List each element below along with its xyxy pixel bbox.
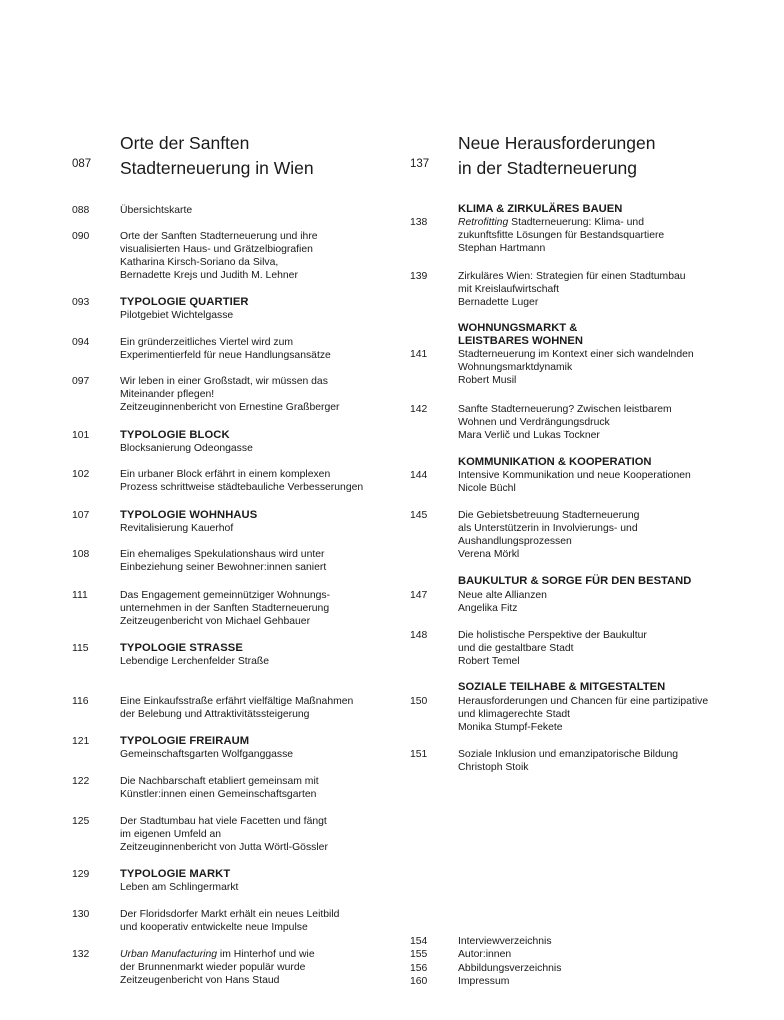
toc-entry-line: Bernadette Krejs und Judith M. Lehner: [120, 270, 298, 281]
toc-page-number: 102: [72, 469, 90, 480]
toc-page-number: 154: [410, 936, 428, 947]
toc-entry-text: [120, 589, 330, 628]
toc-entry-text: [458, 748, 678, 774]
toc-entry-line: Robert Temel: [458, 656, 520, 667]
toc-entry-line: Autor:innen: [458, 949, 512, 960]
toc-entry-text: [120, 296, 249, 322]
toc-section-title: SOZIALE TEILHABE & MITGESTALTEN: [458, 681, 666, 693]
toc-section-title: KOMMUNIKATION & KOOPERATION: [458, 456, 652, 468]
toc-entry-line: Aushandlungsprozessen: [458, 536, 572, 547]
toc-page-number: 156: [410, 963, 428, 974]
toc-entry-line: Die holistische Perspektive der Baukultur: [458, 630, 647, 641]
toc-section-title: KLIMA & ZIRKULÄRES BAUEN: [458, 203, 623, 215]
toc-page-number: 108: [72, 549, 90, 560]
toc-entry-text: [458, 629, 647, 668]
toc-page-number: 121: [72, 736, 90, 747]
toc-page-number: 125: [72, 816, 90, 827]
toc-entry-line: unternehmen in der Sanften Stadterneuerung: [120, 603, 330, 614]
toc-entry-line: Zirkuläres Wien: Strategien für einen Stadtumbau: [458, 271, 686, 282]
toc-entry-text: [120, 548, 326, 574]
toc-page-number: 094: [72, 337, 90, 348]
toc-entry-text: [120, 468, 363, 494]
toc-entry-line: Stadterneuerung im Kontext einer sich wandelnden: [458, 349, 694, 360]
toc-entry-line: Zeitzeuginnenbericht von Ernestine Graßberger: [120, 402, 340, 413]
toc-entry-text: [120, 642, 269, 668]
toc-entry-line: Orte der Sanften Stadterneuerung und ihre: [120, 231, 318, 242]
toc-entry-line: Übersichtskarte: [120, 205, 193, 216]
chapter-title: Neue Herausforderungen in der Stadterneuerung: [458, 133, 656, 178]
toc-entry-text: [120, 868, 238, 894]
toc-entry-line: Gemeinschaftsgarten Wolfganggasse: [120, 749, 294, 760]
toc-entry-text: [458, 962, 561, 975]
toc-entry-text: [120, 230, 318, 282]
toc-entry-text: [120, 775, 319, 801]
toc-page-number: 132: [72, 949, 90, 960]
toc-entry-line: Eine Einkaufsstraße erfährt vielfältige Maßnahmen: [120, 696, 354, 707]
toc-entry-line: Wohnungsmarktdynamik: [458, 362, 573, 373]
toc-entry-line: Zeitzeuginnenbericht von Jutta Wörtl-Gössler: [120, 842, 328, 853]
toc-entry-line: Experimentierfeld für neue Handlungsansätze: [120, 350, 331, 361]
toc-page-number: 129: [72, 869, 90, 880]
toc-entry-line: Monika Stumpf-Fekete: [458, 722, 563, 733]
toc-entry-text: [458, 948, 511, 961]
toc-entry-line: Angelika Fitz: [458, 603, 518, 614]
toc-page-number: 111: [72, 590, 88, 601]
toc-entry-line: und kooperativ entwickelte neue Impulse: [120, 922, 308, 933]
toc-entry-line: Zeitzeugenbericht von Hans Staud: [120, 975, 280, 986]
toc-entry-line: Christoph Stoik: [458, 762, 529, 773]
toc-entry-line: Mara Verlič und Lukas Tockner: [458, 430, 600, 441]
toc-section-title: BAUKULTUR & SORGE FÜR DEN BESTAND: [458, 575, 692, 587]
toc-page-number: 150: [410, 696, 428, 707]
toc-entry-line: Nicole Büchl: [458, 483, 516, 494]
chapter-title: Orte der Sanften Stadterneuerung in Wien: [120, 133, 314, 178]
toc-page-number: 093: [72, 297, 90, 308]
toc-entry-line: zukunftsfitte Lösungen für Bestandsquartiere: [458, 230, 665, 241]
toc-entry-line: Urban Manufacturing im Hinterhof und wie: [120, 949, 315, 960]
toc-entry-text: [120, 908, 339, 934]
toc-page-number: 160: [410, 976, 428, 987]
toc-entry-line: Pilotgebiet Wichtelgasse: [120, 310, 234, 321]
toc-page-number: 138: [410, 217, 428, 228]
toc-page-number: 142: [410, 404, 428, 415]
toc-entry-line: Soziale Inklusion und emanzipatorische Bildung: [458, 749, 679, 760]
toc-entry-line: Robert Musil: [458, 375, 517, 386]
toc-entry-text: [458, 935, 552, 948]
toc-entry-line: Abbildungsverzeichnis: [458, 963, 562, 974]
toc-entry-text: [458, 695, 708, 734]
toc-entry-line: Ein urbaner Block erfährt in einem komplexen: [120, 469, 331, 480]
toc-entry-line: Die Gebietsbetreuung Stadterneuerung: [458, 510, 640, 521]
toc-entry-line: Die Nachbarschaft etabliert gemeinsam mit: [120, 776, 319, 787]
chapter-page-number: 087: [72, 158, 92, 170]
toc-entry-text: [120, 375, 339, 414]
toc-entry-line: Impressum: [458, 976, 510, 987]
toc-page-number: 107: [72, 510, 90, 521]
toc-entry-line: Verena Mörkl: [458, 549, 520, 560]
toc-entry-line: Interviewverzeichnis: [458, 936, 552, 947]
toc-entry-text: [120, 695, 353, 721]
toc-page-number: 147: [410, 590, 428, 601]
toc-entry-line: der Brunnenmarkt wieder populär wurde: [120, 962, 306, 973]
chapter-page-number: 137: [410, 158, 430, 170]
toc-page-number: 130: [72, 909, 90, 920]
toc-section-title: TYPOLOGIE QUARTIER: [120, 296, 249, 308]
toc-entry-line: Blocksanierung Odeongasse: [120, 443, 253, 454]
toc-page-number: 116: [72, 696, 89, 707]
toc-section-title: TYPOLOGIE STRASSE: [120, 642, 243, 654]
toc-entry-line: und klimagerechte Stadt: [458, 709, 571, 720]
toc-page-number: 101: [72, 430, 90, 441]
toc-entry-text: [458, 509, 639, 561]
toc-entry-line: Einbeziehung seiner Bewohner:innen saniert: [120, 562, 327, 573]
toc-entry-line: visualisierten Haus- und Grätzelbiografien: [120, 244, 313, 255]
toc-entry-line: Künstler:innen einen Gemeinschaftsgarten: [120, 789, 317, 800]
toc-entry-line: Retrofitting Stadterneuerung: Klima- und: [458, 217, 644, 228]
toc-entry-line: Bernadette Luger: [458, 297, 539, 308]
toc-section-title: WOHNUNGSMARKT & LEISTBARES WOHNEN: [458, 322, 583, 347]
toc-entry-line: Ein ehemaliges Spekulationshaus wird unter: [120, 549, 325, 560]
toc-section-title: TYPOLOGIE WOHNHAUS: [120, 509, 258, 521]
toc-entry-text: [458, 270, 686, 309]
toc-entry-text: [458, 348, 694, 387]
toc-entry-text: [120, 735, 293, 761]
toc-entry-line: Leben am Schlingermarkt: [120, 882, 239, 893]
toc-page-number: 115: [72, 643, 89, 654]
toc-entry-text: [120, 509, 257, 535]
toc-entry-text: [120, 336, 331, 362]
toc-entry-line: Das Engagement gemeinnütziger Wohnungs-: [120, 590, 331, 601]
toc-entry-text: [120, 429, 253, 455]
toc-page-number: 144: [410, 470, 428, 481]
toc-entry-line: als Unterstützerin in Involvierungs- und: [458, 523, 638, 534]
toc-entry-text: [458, 469, 691, 495]
toc-entry-line: und die gestaltbare Stadt: [458, 643, 574, 654]
toc-entry-text: [120, 948, 315, 987]
toc-entry-line: Sanfte Stadterneuerung? Zwischen leistbarem: [458, 404, 672, 415]
toc-entry-line: Stephan Hartmann: [458, 243, 546, 254]
toc-entry-text: [458, 975, 509, 988]
toc-entry-line: Katharina Kirsch-Soriano da Silva,: [120, 257, 279, 268]
toc-entry-text: [458, 589, 547, 615]
toc-entry-line: Miteinander pflegen!: [120, 389, 215, 400]
toc-page-number: 155: [410, 949, 428, 960]
toc-section-title: TYPOLOGIE BLOCK: [120, 429, 230, 441]
toc-entry-line: Lebendige Lerchenfelder Straße: [120, 656, 270, 667]
toc-page-number: 122: [72, 776, 90, 787]
toc-entry-line: Revitalisierung Kauerhof: [120, 523, 234, 534]
toc-entry-line: mit Kreislaufwirtschaft: [458, 284, 560, 295]
toc-page-number: 141: [410, 349, 428, 360]
toc-entry-line: Der Floridsdorfer Markt erhält ein neues Leitbild: [120, 909, 340, 920]
toc-page-number: 088: [72, 205, 90, 216]
toc-section-title: TYPOLOGIE FREIRAUM: [120, 735, 250, 747]
toc-page-number: 090: [72, 231, 90, 242]
toc-page-number: 097: [72, 376, 90, 387]
toc-page-number: 145: [410, 510, 428, 521]
toc-entry-text: [120, 204, 192, 217]
toc-entry-line: Wohnen und Verdrängungsdruck: [458, 417, 610, 428]
toc-entry-line: Wir leben in einer Großstadt, wir müssen das: [120, 376, 328, 387]
toc-page-number: 139: [410, 271, 428, 282]
toc-entry-text: [120, 815, 328, 854]
toc-page-number: 148: [410, 630, 428, 641]
toc-entry-line: Ein gründerzeitliches Viertel wird zum: [120, 337, 294, 348]
toc-entry-line: Zeitzeugenbericht von Michael Gehbauer: [120, 616, 311, 627]
toc-entry-text: [458, 403, 672, 442]
toc-entry-line: Neue alte Allianzen: [458, 590, 547, 601]
toc-entry-line: Prozess schrittweise städtebauliche Verbesserungen: [120, 482, 364, 493]
toc-entry-line: Intensive Kommunikation und neue Kooperationen: [458, 470, 691, 481]
toc-entry-line: im eigenen Umfeld an: [120, 829, 222, 840]
toc-entry-line: Herausforderungen und Chancen für eine partizipative: [458, 696, 709, 707]
toc-entry-line: Der Stadtumbau hat viele Facetten und fängt: [120, 816, 327, 827]
toc-entry-text: [458, 216, 664, 255]
toc-entry-line: der Belebung und Attraktivitätssteigerung: [120, 709, 310, 720]
toc-page-number: 151: [410, 749, 428, 760]
toc-section-title: TYPOLOGIE MARKT: [120, 868, 231, 880]
